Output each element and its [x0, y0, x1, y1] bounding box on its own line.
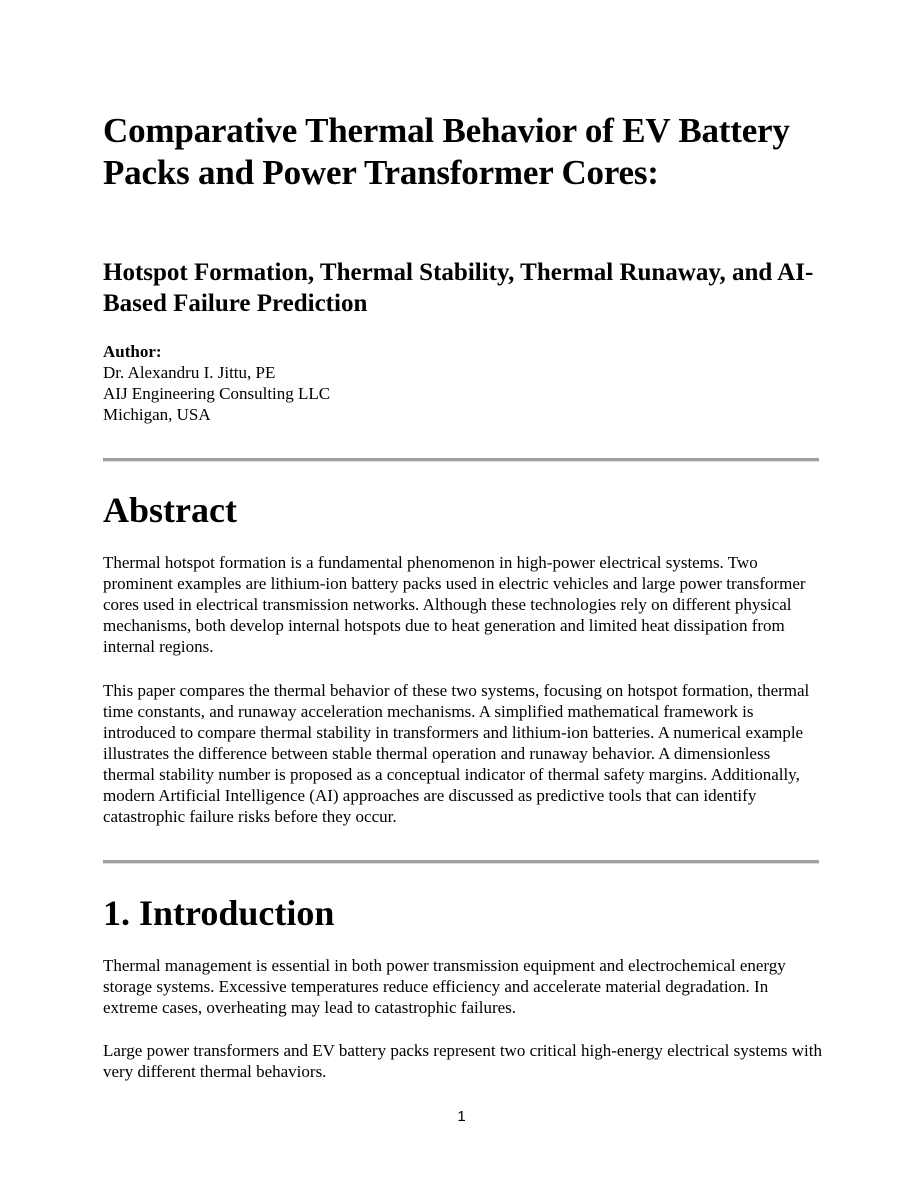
- introduction-heading: 1. Introduction: [103, 893, 335, 933]
- author-block: [103, 341, 330, 425]
- document-subtitle: Hotspot Formation, Thermal Stability, Thermal Runaway, and AI-Based Failure Prediction: [103, 259, 814, 317]
- introduction-paragraph: Large power transformers and EV battery packs represent two critical high-energy electrical systems with very different thermal behaviors.: [103, 1041, 822, 1081]
- abstract-paragraph: This paper compares the thermal behavior of these two systems, focusing on hotspot formation, thermal time constants, and runaway acceleration mechanisms. A simplified mathematical framework is introduced to compare thermal stability in transformers and lithium-ion batteries. A numerical example illustrates the difference between stable thermal operation and runaway behavior. A dimensionless thermal stability number is proposed as a conceptual indicator of thermal safety margins. Additionally, modern Artificial Intelligence (AI) approaches are discussed as predictive tools that can identify catastrophic failure risks before they occur.: [103, 681, 810, 826]
- abstract-paragraph: Thermal hotspot formation is a fundamental phenomenon in high-power electrical systems. Two prominent examples are lithium-ion battery packs used in electric vehicles and large power transformer cores used in electrical transmission networks. Although these technologies rely on different physical mechanisms, both develop internal hotspots due to heat generation and limited heat dissipation from internal regions.: [103, 553, 806, 656]
- page-number: 1: [457, 1108, 466, 1125]
- document-title: Comparative Thermal Behavior of EV Battery Packs and Power Transformer Cores:: [103, 111, 790, 192]
- author-label: Author:: [103, 342, 162, 361]
- author-organization: AIJ Engineering Consulting LLC: [103, 384, 331, 403]
- author-location: Michigan, USA: [103, 405, 211, 424]
- author-name: Dr. Alexandru I. Jittu, PE: [103, 363, 276, 382]
- abstract-heading: Abstract: [103, 490, 237, 530]
- introduction-paragraph: Thermal management is essential in both power transmission equipment and electrochemical energy storage systems. Excessive temperatures reduce efficiency and accelerate material degradation. In extreme cases, overheating may lead to catastrophic failures.: [103, 956, 786, 1017]
- section-divider: [103, 458, 819, 462]
- section-divider: [103, 860, 819, 864]
